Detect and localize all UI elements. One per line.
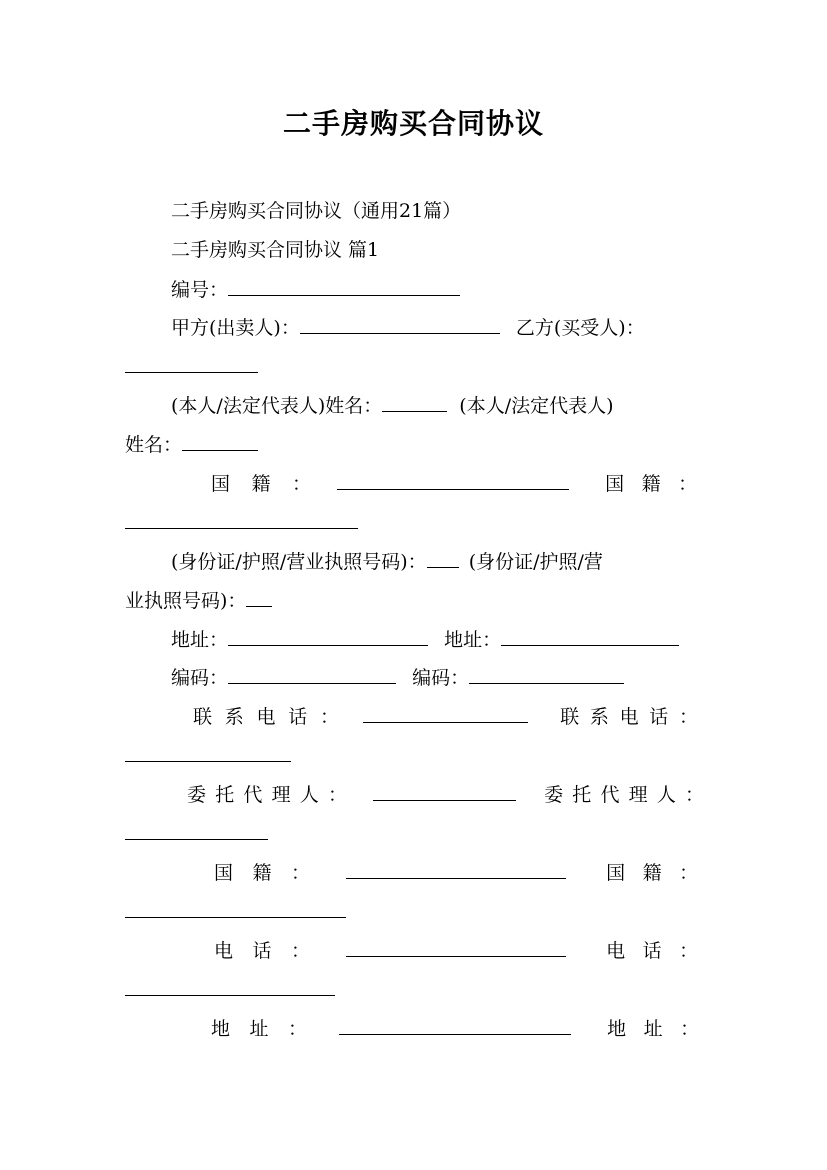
representative-b-label: (本人/法定代表人) [459,395,614,417]
postcode-a-label: 编码： [171,667,229,689]
agent-row [187,783,704,807]
nationality-b-blank[interactable] [125,511,358,529]
representative-b-row [125,433,258,457]
postcode-a-blank[interactable] [228,666,396,684]
id-a-label: (身份证/护照/营业执照号码)： [171,551,427,573]
agent-address-row [211,1017,699,1041]
agent-b-blank[interactable] [125,822,268,840]
nationality-row [211,472,697,496]
address-a-label: 地址： [171,629,229,651]
agent-nationality-b-blank-row [125,900,346,924]
agent-address-a-label: 地 址 ： [211,1018,307,1040]
document-subtitle: 二手房购买合同协议（通用21篇） [171,200,462,222]
number-blank[interactable] [228,278,460,296]
agent-phone-a-label: 电 话 ： [214,940,310,962]
address-b-label: 地址： [444,629,502,651]
number-row [171,278,460,302]
postcode-b-blank[interactable] [469,666,624,684]
agent-phone-b-label: 电 话 ： [606,940,699,962]
postcode-b-label: 编码： [412,667,470,689]
agent-a-label: 委 托 代 理 人 ： [187,784,347,806]
agent-phone-b-blank[interactable] [125,978,335,996]
contact-phone-b-label: 联 系 电 话 ： [560,706,699,728]
id-b-row [125,589,272,613]
agent-phone-b-blank-row [125,978,335,1002]
nationality-b-label: 国 籍 ： [605,473,698,495]
address-row [171,628,679,652]
representative-b-name-label: 姓名： [125,434,183,456]
party-b-blank-row [125,355,258,379]
id-a-blank[interactable] [427,550,459,568]
party-b-blank[interactable] [125,355,258,373]
id-b-blank[interactable] [246,589,272,607]
id-b-label: (身份证/护照/营 [468,551,603,573]
agent-nationality-b-label: 国 籍 ： [606,862,699,884]
postcode-row [171,666,624,690]
representative-a-label: (本人/法定代表人)姓名： [171,395,383,417]
agent-nationality-a-label: 国 籍 ： [214,862,310,884]
party-a-label: 甲方(出卖人)： [171,317,300,339]
contact-phone-a-label: 联 系 电 话 ： [193,706,339,728]
agent-b-label: 委 托 代 理 人 ： [544,784,705,806]
address-b-blank[interactable] [501,628,679,646]
agent-phone-a-blank[interactable] [346,939,566,957]
representative-b-blank[interactable] [182,433,258,451]
parties-row [171,316,645,340]
agent-address-a-blank[interactable] [339,1017,571,1035]
agent-a-blank[interactable] [373,783,516,801]
agent-address-b-label: 地 址 ： [607,1018,700,1040]
representative-row [171,394,614,418]
contact-phone-a-blank[interactable] [363,705,528,723]
agent-phone-row [214,939,698,963]
document-title: 二手房购买合同协议 [282,107,544,140]
nationality-a-label: 国 籍 ： [211,473,311,495]
nationality-b-blank-row [125,511,358,535]
contact-phone-b-blank[interactable] [125,744,291,762]
agent-nationality-row [214,861,698,885]
id-b-label-2: 业执照号码)： [125,590,247,612]
contact-phone-b-blank-row [125,744,291,768]
agent-nationality-b-blank[interactable] [125,900,346,918]
party-b-label: 乙方(买受人)： [515,317,645,339]
id-row [171,550,603,574]
address-a-blank[interactable] [228,628,428,646]
contact-phone-row [193,705,698,729]
representative-a-blank[interactable] [382,394,447,412]
agent-b-blank-row [125,822,268,846]
number-label: 编号： [171,279,229,301]
section-heading: 二手房购买合同协议 篇1 [171,239,380,261]
party-a-blank[interactable] [300,316,500,334]
agent-nationality-a-blank[interactable] [346,861,566,879]
nationality-a-blank[interactable] [337,472,569,490]
